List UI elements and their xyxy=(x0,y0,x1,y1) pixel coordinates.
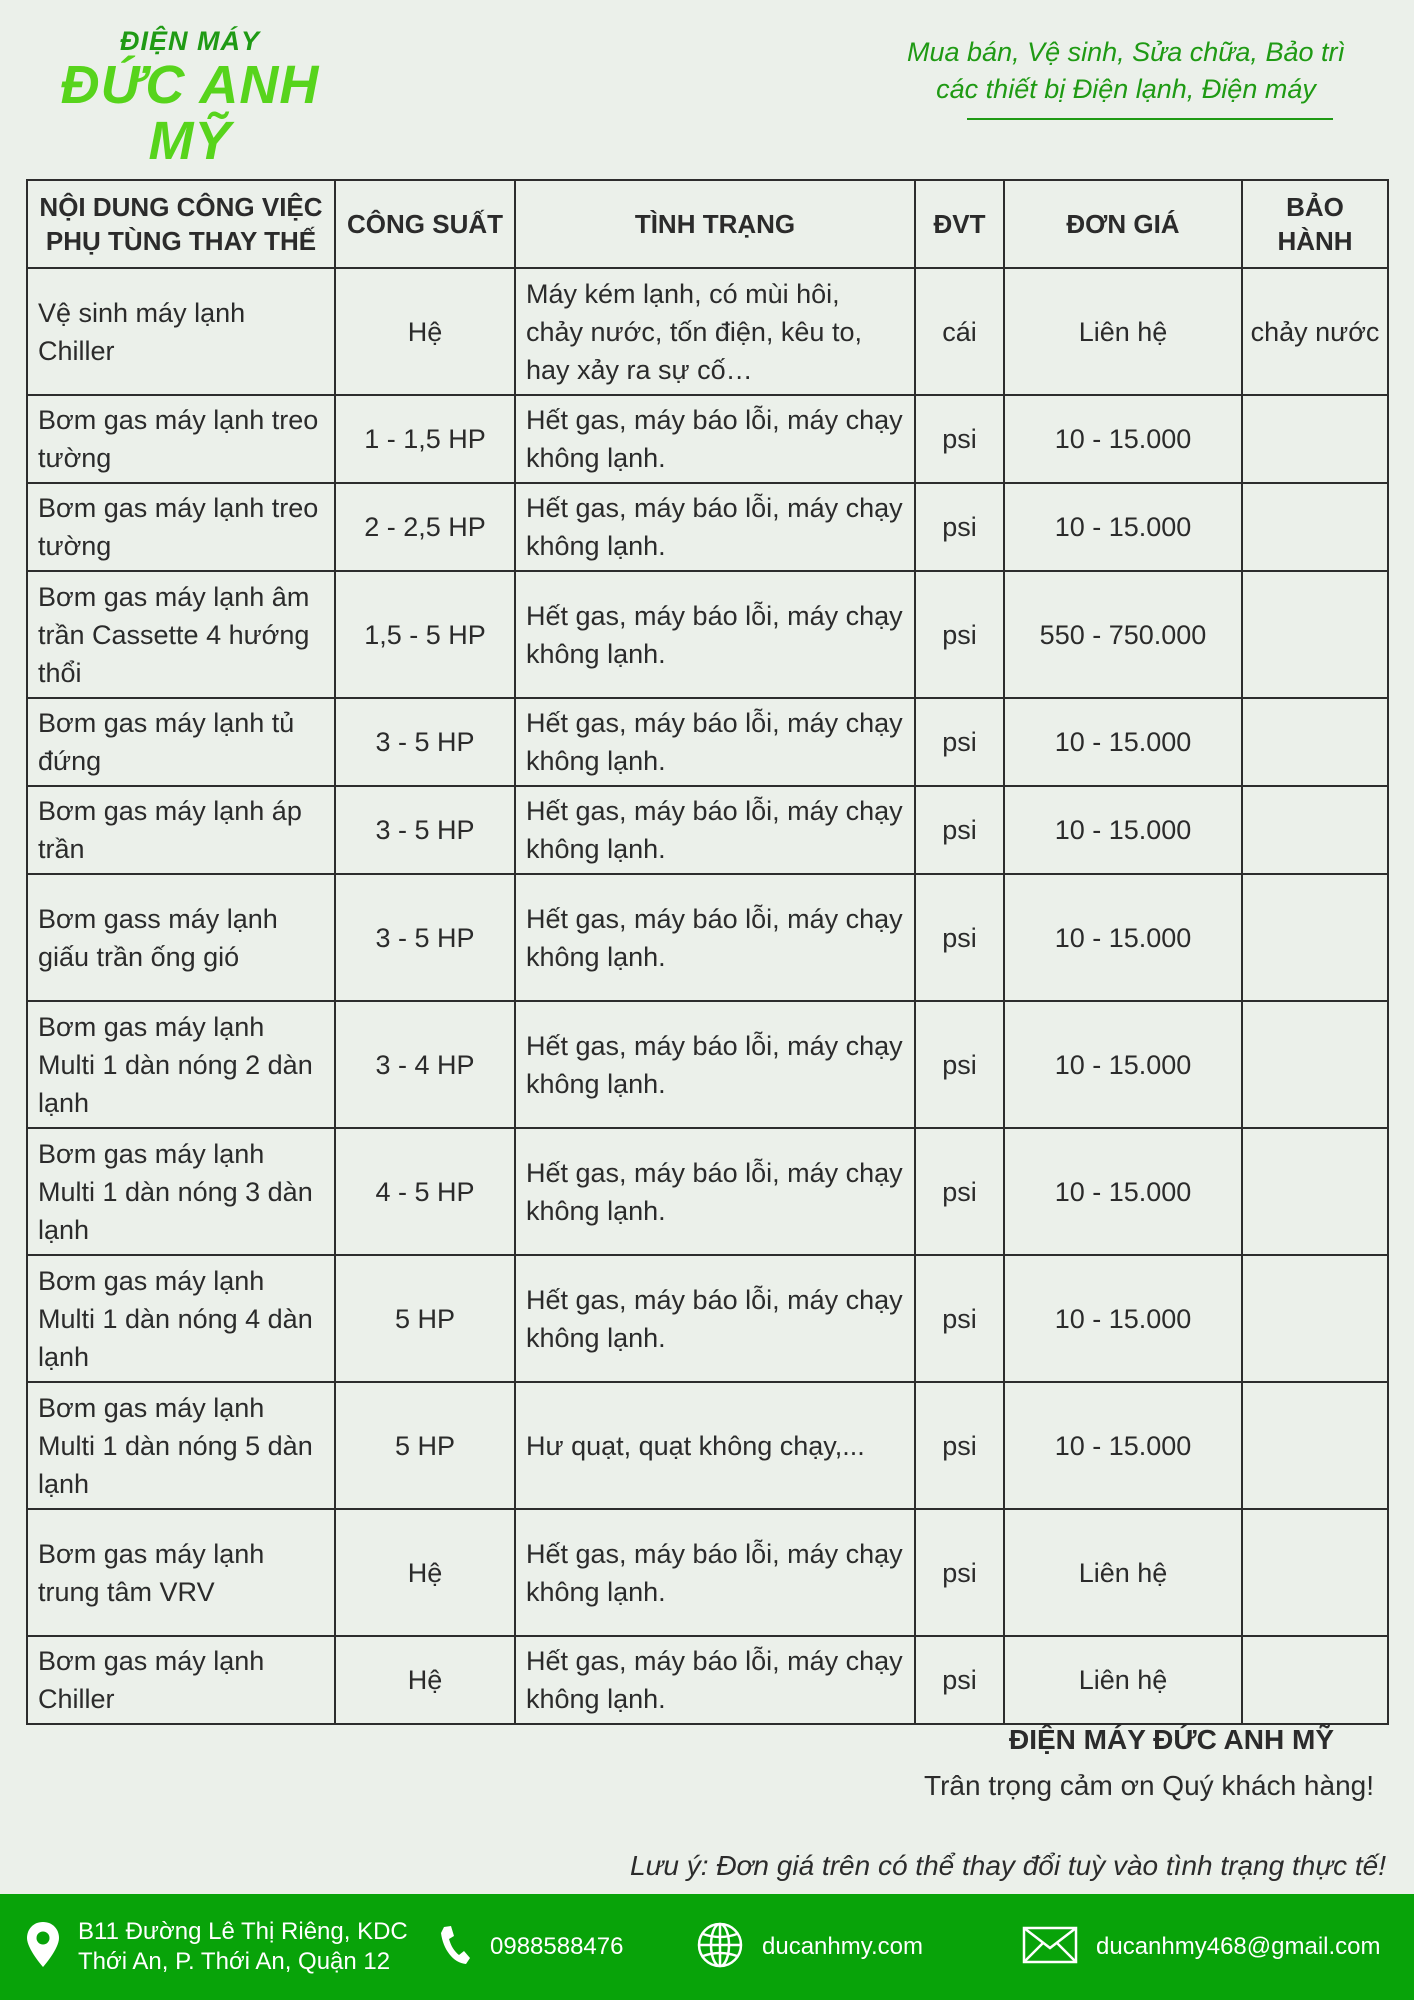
row-capacity-cell: 2 - 2,5 HP xyxy=(335,483,515,571)
row-condition-cell: Hết gas, máy báo lỗi, máy chạy không lạnh. xyxy=(515,483,915,571)
row-price-cell: Liên hệ xyxy=(1004,1509,1242,1636)
header-warranty: BẢO HÀNH xyxy=(1242,180,1388,268)
row-condition-cell: Hết gas, máy báo lỗi, máy chạy không lạnh. xyxy=(515,1128,915,1255)
table-row xyxy=(27,874,1388,1001)
header-job xyxy=(27,180,335,268)
header-job-line-2: PHỤ TÙNG THAY THẾ xyxy=(45,226,317,256)
row-price-cell: 10 - 15.000 xyxy=(1004,1001,1242,1128)
header-price: ĐƠN GIÁ xyxy=(1004,180,1242,268)
row-warranty-cell xyxy=(1242,395,1388,483)
row-job-cell: Bơm gas máy lạnh treo tường xyxy=(27,395,335,483)
row-warranty-cell: chảy nước xyxy=(1242,268,1388,395)
price-table xyxy=(26,179,1389,1725)
row-capacity-cell: 3 - 5 HP xyxy=(335,874,515,1001)
row-capacity-cell: 1,5 - 5 HP xyxy=(335,571,515,698)
row-unit-cell: psi xyxy=(915,1636,1004,1724)
row-unit-cell: cái xyxy=(915,268,1004,395)
row-warranty-cell xyxy=(1242,874,1388,1001)
envelope-icon xyxy=(1022,1926,1078,1969)
row-job-cell: Bơm gas máy lạnh Multi 1 dàn nóng 4 dàn lạnh xyxy=(27,1255,335,1382)
row-unit-cell: psi xyxy=(915,1128,1004,1255)
row-warranty-cell xyxy=(1242,1382,1388,1509)
row-warranty-cell xyxy=(1242,786,1388,874)
brand-logo xyxy=(20,26,360,169)
row-job-cell: Bơm gas máy lạnh Multi 1 dàn nóng 3 dàn lạnh xyxy=(27,1128,335,1255)
address-line-1: B11 Đường Lê Thị Riêng, KDC xyxy=(78,1918,408,1945)
row-capacity-cell: 3 - 4 HP xyxy=(335,1001,515,1128)
header-condition: TÌNH TRẠNG xyxy=(515,180,915,268)
row-condition-cell: Hết gas, máy báo lỗi, máy chạy không lạnh. xyxy=(515,1001,915,1128)
globe-icon xyxy=(696,1921,744,1974)
row-price-cell: 10 - 15.000 xyxy=(1004,483,1242,571)
row-price-cell: 10 - 15.000 xyxy=(1004,786,1242,874)
row-capacity-cell: Hệ xyxy=(335,1509,515,1636)
row-condition-cell: Hết gas, máy báo lỗi, máy chạy không lạnh. xyxy=(515,874,915,1001)
tagline-line-2: các thiết bị Điện lạnh, Điện máy xyxy=(936,74,1316,104)
row-job-cell: Bơm gas máy lạnh âm trần Cassette 4 hướng thổi xyxy=(27,571,335,698)
row-condition-cell: Hết gas, máy báo lỗi, máy chạy không lạnh. xyxy=(515,1255,915,1382)
row-unit-cell: psi xyxy=(915,483,1004,571)
row-price-cell: 10 - 15.000 xyxy=(1004,1382,1242,1509)
row-condition-cell: Hư quạt, quạt không chạy,... xyxy=(515,1382,915,1509)
footer-phone[interactable] xyxy=(438,1894,623,2000)
row-warranty-cell xyxy=(1242,1509,1388,1636)
row-price-cell: 10 - 15.000 xyxy=(1004,874,1242,1001)
signature-brand: ĐIỆN MÁY ĐỨC ANH MỸ xyxy=(1008,1724,1334,1755)
row-price-cell: Liên hệ xyxy=(1004,1636,1242,1724)
footer-website[interactable] xyxy=(696,1894,923,2000)
row-warranty-cell xyxy=(1242,1636,1388,1724)
row-price-cell: Liên hệ xyxy=(1004,268,1242,395)
row-capacity-cell: 3 - 5 HP xyxy=(335,786,515,874)
row-condition-cell: Hết gas, máy báo lỗi, máy chạy không lạnh. xyxy=(515,698,915,786)
table-row xyxy=(27,571,1388,698)
row-warranty-cell xyxy=(1242,1001,1388,1128)
row-unit-cell: psi xyxy=(915,786,1004,874)
table-row xyxy=(27,1001,1388,1128)
row-job-cell: Bơm gas máy lạnh Chiller xyxy=(27,1636,335,1724)
logo-title: ĐỨC ANH MỸ xyxy=(60,55,320,171)
table-row xyxy=(27,268,1388,395)
row-condition-cell: Hết gas, máy báo lỗi, máy chạy không lạnh. xyxy=(515,1509,915,1636)
row-capacity-cell: 3 - 5 HP xyxy=(335,698,515,786)
row-warranty-cell xyxy=(1242,1255,1388,1382)
email-address[interactable]: ducanhmy468@gmail.com xyxy=(1096,1933,1381,1960)
contact-footer xyxy=(0,1894,1414,2000)
signature-thanks: Trân trọng cảm ơn Quý khách hàng! xyxy=(924,1770,1374,1801)
row-price-cell: 550 - 750.000 xyxy=(1004,571,1242,698)
table-row xyxy=(27,483,1388,571)
row-capacity-cell: 1 - 1,5 HP xyxy=(335,395,515,483)
row-unit-cell: psi xyxy=(915,1509,1004,1636)
location-pin-icon xyxy=(24,1920,62,1975)
header-job-line-1: NỘI DUNG CÔNG VIỆC xyxy=(39,192,323,222)
row-job-cell: Bơm gas máy lạnh Multi 1 dàn nóng 5 dàn lạnh xyxy=(27,1382,335,1509)
row-capacity-cell: Hệ xyxy=(335,1636,515,1724)
row-job-cell: Bơm gas máy lạnh tủ đứng xyxy=(27,698,335,786)
footer-email[interactable] xyxy=(1022,1894,1381,2000)
row-warranty-cell xyxy=(1242,483,1388,571)
row-job-cell: Bơm gass máy lạnh giấu trần ống gió xyxy=(27,874,335,1001)
tagline-divider xyxy=(967,118,1333,120)
header-capacity: CÔNG SUẤT xyxy=(335,180,515,268)
row-job-cell: Bơm gas máy lạnh Multi 1 dàn nóng 2 dàn lạnh xyxy=(27,1001,335,1128)
table-row xyxy=(27,1255,1388,1382)
table-row xyxy=(27,698,1388,786)
row-unit-cell: psi xyxy=(915,395,1004,483)
row-job-cell: Bơm gas máy lạnh áp trần xyxy=(27,786,335,874)
row-condition-cell: Hết gas, máy báo lỗi, máy chạy không lạnh. xyxy=(515,571,915,698)
row-condition-cell: Hết gas, máy báo lỗi, máy chạy không lạnh. xyxy=(515,786,915,874)
row-capacity-cell: 5 HP xyxy=(335,1255,515,1382)
table-row xyxy=(27,786,1388,874)
row-unit-cell: psi xyxy=(915,1255,1004,1382)
tagline-line-1: Mua bán, Vệ sinh, Sửa chữa, Bảo trì xyxy=(907,37,1345,67)
row-condition-cell: Máy kém lạnh, có mùi hôi, chảy nước, tốn điện, kêu to, hay xảy ra sự cố… xyxy=(515,268,915,395)
row-capacity-cell: Hệ xyxy=(335,268,515,395)
row-price-cell: 10 - 15.000 xyxy=(1004,1255,1242,1382)
table-row xyxy=(27,1382,1388,1509)
row-unit-cell: psi xyxy=(915,874,1004,1001)
tagline xyxy=(866,34,1386,108)
row-unit-cell: psi xyxy=(915,571,1004,698)
row-condition-cell: Hết gas, máy báo lỗi, máy chạy không lạnh. xyxy=(515,1636,915,1724)
table-header-row xyxy=(27,180,1388,268)
row-price-cell: 10 - 15.000 xyxy=(1004,395,1242,483)
row-unit-cell: psi xyxy=(915,1001,1004,1128)
row-unit-cell: psi xyxy=(915,698,1004,786)
row-job-cell: Bơm gas máy lạnh trung tâm VRV xyxy=(27,1509,335,1636)
row-price-cell: 10 - 15.000 xyxy=(1004,1128,1242,1255)
price-note: Lưu ý: Đơn giá trên có thể thay đổi tuỳ vào tình trạng thực tế! xyxy=(630,1850,1386,1881)
row-price-cell: 10 - 15.000 xyxy=(1004,698,1242,786)
phone-number[interactable]: 0988588476 xyxy=(490,1933,624,1960)
row-warranty-cell xyxy=(1242,571,1388,698)
phone-icon xyxy=(438,1923,472,1972)
address-line-2: Thới An, P. Thới An, Quận 12 xyxy=(78,1948,391,1975)
row-job-cell: Bơm gas máy lạnh treo tường xyxy=(27,483,335,571)
footer-address xyxy=(24,1894,408,2000)
website-url[interactable]: ducanhmy.com xyxy=(762,1933,923,1960)
row-unit-cell: psi xyxy=(915,1382,1004,1509)
logo-subtitle: ĐIỆN MÁY xyxy=(119,26,260,56)
table-row xyxy=(27,1509,1388,1636)
table-row xyxy=(27,1636,1388,1724)
header-unit: ĐVT xyxy=(915,180,1004,268)
row-capacity-cell: 4 - 5 HP xyxy=(335,1128,515,1255)
row-condition-cell: Hết gas, máy báo lỗi, máy chạy không lạnh. xyxy=(515,395,915,483)
row-warranty-cell xyxy=(1242,698,1388,786)
table-row xyxy=(27,1128,1388,1255)
table-row xyxy=(27,395,1388,483)
row-capacity-cell: 5 HP xyxy=(335,1382,515,1509)
row-warranty-cell xyxy=(1242,1128,1388,1255)
row-job-cell: Vệ sinh máy lạnh Chiller xyxy=(27,268,335,395)
